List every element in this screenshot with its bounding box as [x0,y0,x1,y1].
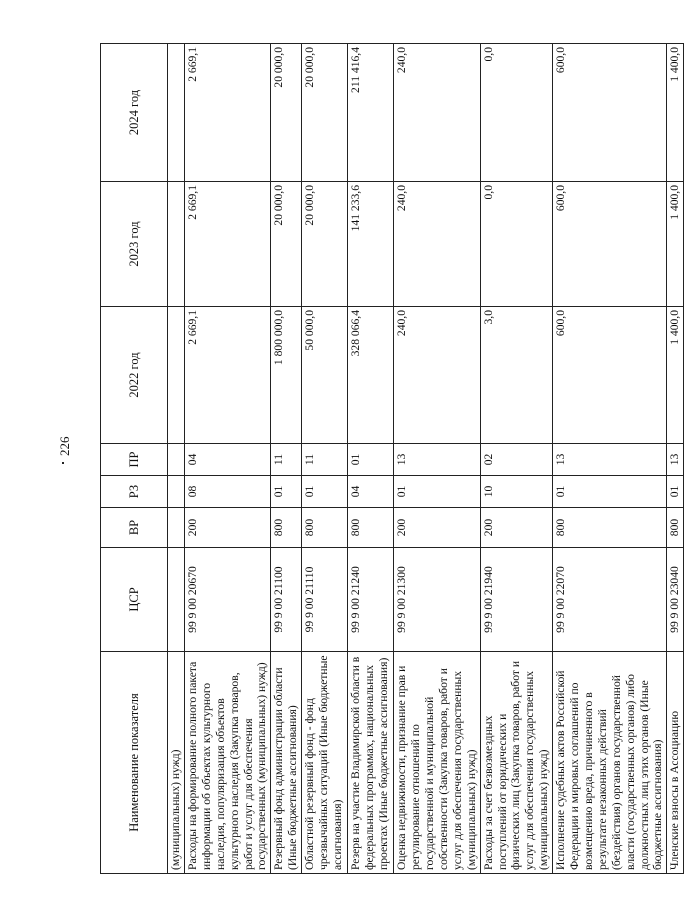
row-2022: 3,0 [480,307,553,444]
header-rz: РЗ [101,476,168,508]
row-2023: 141 233,6 [348,182,394,307]
header-2024: 2024 год [101,44,168,182]
row-vr: 200 [184,508,270,548]
row-name: Резерв на участие Владимирской области в федеральных программах, национальных проектах (Иные бюджетные ассигнования) [348,652,394,874]
row-2022: 50 000,0 [302,307,348,444]
row-2022: 600,0 [553,307,667,444]
table-row [302,44,348,874]
row-2022: 240,0 [394,307,480,444]
row-2022: 1 800 000,0 [271,307,302,444]
row-rz: 01 [271,476,302,508]
row-csr: 99 9 00 21300 [394,548,480,652]
row-2024: 0,0 [480,44,553,182]
row-2023: 2 669,1 [184,182,270,307]
row-2024: 2 669,1 [184,44,270,182]
row-2023: 240,0 [394,182,480,307]
row-pr: 13 [553,444,667,476]
row-pr: 11 [302,444,348,476]
row-2024: 20 000,0 [302,44,348,182]
row-2024: 20 000,0 [271,44,302,182]
row-pr: 11 [271,444,302,476]
table-row [184,44,270,874]
row-vr: 800 [302,508,348,548]
row-pr: 02 [480,444,553,476]
header-name: Наименование показателя [101,652,168,874]
row-2023: 1 400,0 [667,182,684,307]
dot-mark [62,462,64,464]
budget-table [100,43,684,874]
row-2024: 600,0 [553,44,667,182]
row-csr: 99 9 00 21940 [480,548,553,652]
row-name: Областной резервный фонд - фонд чрезвычайных ситуаций (Иные бюджетные ассигнования) [302,652,348,874]
row-rz: 10 [480,476,553,508]
row-csr: 99 9 00 22070 [553,548,667,652]
header-vr: ВР [101,508,168,548]
row-rz: 01 [394,476,480,508]
row-2023: 20 000,0 [271,182,302,307]
row-2024: 211 416,4 [348,44,394,182]
header-2022: 2022 год [101,307,168,444]
header-2023: 2023 год [101,182,168,307]
table-row [480,44,553,874]
row-2023: 600,0 [553,182,667,307]
row-name: Расходы на формирование полного пакета информации об объектах культурного наследия, популяризация объектов культурного наследия (Закупка товаров, работ и услуг для обеспечения государственных (муниципальных) нужд) [184,652,270,874]
table-row [667,44,684,874]
header-row [101,44,168,874]
row-csr: 99 9 00 21110 [302,548,348,652]
row-rz: 01 [302,476,348,508]
header-csr: ЦСР [101,548,168,652]
row-csr: 99 9 00 21240 [348,548,394,652]
page-number: 226 [57,436,72,456]
row-pr: 13 [667,444,684,476]
row-rz: 08 [184,476,270,508]
row-vr: 200 [480,508,553,548]
table-row [271,44,302,874]
row-2024: 240,0 [394,44,480,182]
table-row [553,44,667,874]
row-2023: 20 000,0 [302,182,348,307]
row-name: Резервный фонд администрации области (Иные бюджетные ассигнования) [271,652,302,874]
continuation-text: (муниципальных) нужд) [168,652,185,874]
row-name: Оценка недвижимости, признание прав и регулирование отношений по государственной и муниципальной собственности (Закупка товаров, работ и услуг для обеспечения государственных (муниципальных) нужд) [394,652,480,874]
row-2023: 0,0 [480,182,553,307]
table-row [348,44,394,874]
row-2024: 1 400,0 [667,44,684,182]
header-pr: ПР [101,444,168,476]
row-pr: 01 [348,444,394,476]
continuation-row [168,44,185,874]
row-2022: 1 400,0 [667,307,684,444]
row-rz: 01 [667,476,684,508]
row-csr: 99 9 00 21100 [271,548,302,652]
table-row [394,44,480,874]
row-vr: 800 [553,508,667,548]
rotated-table-container [100,44,682,874]
row-rz: 01 [553,476,667,508]
row-2022: 2 669,1 [184,307,270,444]
row-vr: 200 [394,508,480,548]
row-pr: 13 [394,444,480,476]
row-rz: 04 [348,476,394,508]
row-pr: 04 [184,444,270,476]
row-csr: 99 9 00 23040 [667,548,684,652]
row-name: Исполнение судебных актов Российской Федерации и мировых соглашений по возмещению вреда, причиненного в результате незаконных действий (бездействия) органов государственной власти (государственных органов) либо должностных лиц этих органов (Иные бюджетные ассигнования) [553,652,667,874]
row-csr: 99 9 00 20670 [184,548,270,652]
row-name: Расходы за счет безвозмездных поступлений от юридических и физических лиц (Закупка товаров, работ и услуг для обеспечения государственных (муниципальных) нужд) [480,652,553,874]
row-vr: 800 [667,508,684,548]
row-name: Членские взносы в Ассоциацию [667,652,684,874]
row-2022: 328 066,4 [348,307,394,444]
row-vr: 800 [271,508,302,548]
row-vr: 800 [348,508,394,548]
